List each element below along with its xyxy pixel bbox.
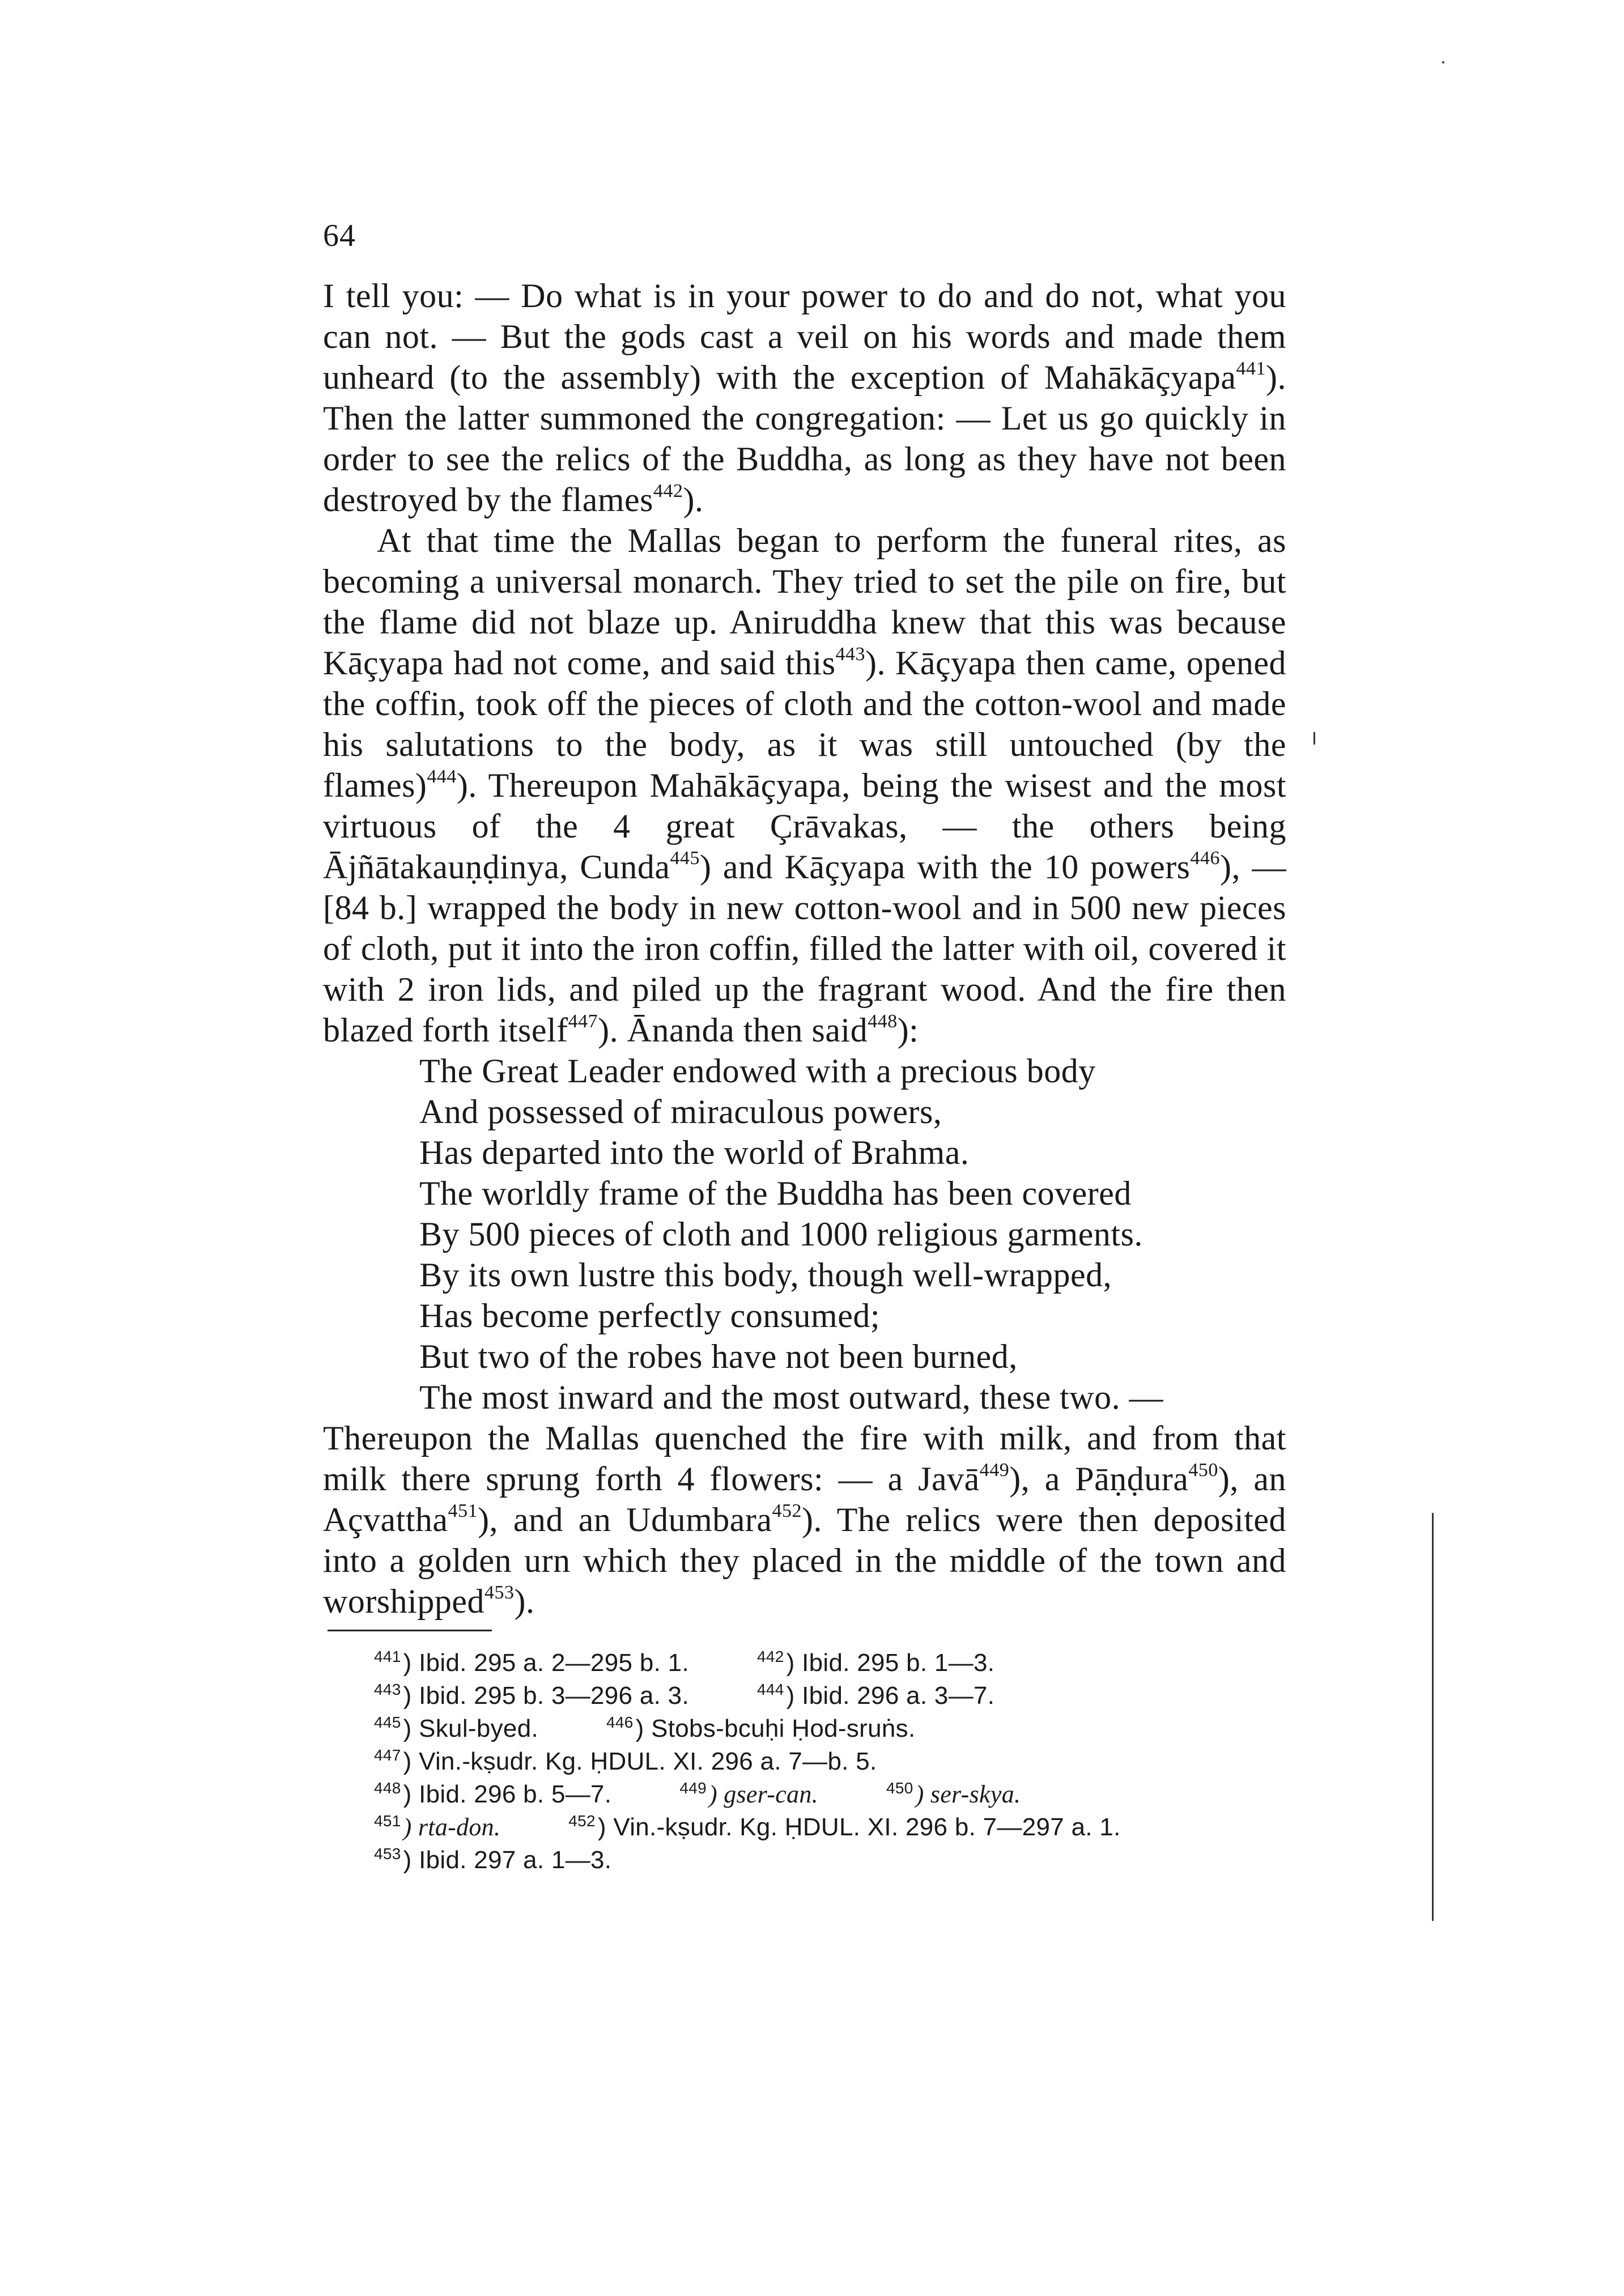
footnote-452	[568, 1811, 1120, 1844]
verse-line: But two of the robes have not been burned,	[419, 1338, 1018, 1375]
paragraph-3-text-a: Thereupon the Mallas quenched the fire with milk, and from that milk there sprung forth 4 flowers: — a Javā	[323, 1419, 1286, 1498]
footnote-ref-450[interactable]: 450	[1188, 1460, 1218, 1481]
footnote-number: 451	[374, 1812, 401, 1830]
footnote-number: 449	[679, 1779, 707, 1797]
footnote-ref-451[interactable]: 451	[448, 1500, 478, 1521]
footnote-text: ) Skul-byed.	[403, 1715, 538, 1742]
footnotes	[374, 1647, 1281, 1877]
footnote-number: 447	[374, 1746, 401, 1764]
footnote-446	[606, 1712, 915, 1745]
footnote-text: ) ser-skya.	[915, 1780, 1021, 1808]
footnote-449	[679, 1778, 818, 1811]
paragraph-1-text-c: ).	[683, 481, 704, 518]
footnote-ref-447[interactable]: 447	[568, 1011, 598, 1032]
footnote-divider	[328, 1630, 492, 1631]
paragraph-2-text-e: ), — [84 b.] wrapped the body in new cotton-wool and in 500 new pieces of cloth, put it into the iron coffin, filled the latter with oil, covered it with 2 iron lids, and piled up the fragrant wood. And the fire then blazed forth itself	[323, 848, 1286, 1049]
footnote-number: 441	[374, 1648, 401, 1666]
footnote-line	[374, 1680, 1281, 1712]
footnote-445	[374, 1712, 538, 1745]
footnote-text: ) Vin.-kṣudr. Kg. ḤDUL. XI. 296 b. 7—297 a. 1.	[597, 1813, 1121, 1841]
footnote-number: 443	[374, 1681, 401, 1699]
footnote-text: ) rta-don.	[403, 1813, 501, 1841]
footnote-text: ) Stobs-bcuḥi Ḥod-sruṅs.	[635, 1715, 916, 1742]
footnote-441	[374, 1647, 689, 1680]
footnote-ref-449[interactable]: 449	[979, 1460, 1010, 1481]
footnote-text: ) Ibid. 296 b. 5—7.	[403, 1780, 612, 1808]
footnote-ref-443[interactable]: 443	[835, 644, 866, 665]
paragraph-3	[323, 1418, 1286, 1622]
verse-line: By its own lustre this body, though well-wrapped,	[419, 1256, 1112, 1294]
paragraph-2-text-f: ). Ānanda then said	[598, 1011, 868, 1049]
footnote-text: ) Ibid. 295 b. 1—3.	[786, 1649, 995, 1677]
paragraph-3-text-b: ), a Pāṇḍura	[1009, 1460, 1189, 1498]
footnote-line	[374, 1778, 1281, 1811]
body-text	[323, 275, 1286, 1622]
verse-line: And possessed of miraculous powers,	[419, 1093, 942, 1130]
footnote-text: ) Ibid. 296 a. 3—7.	[786, 1682, 995, 1710]
paragraph-3-text-e: ). The relics were then deposited into a golden urn which they placed in the middle of the town and worshipped	[323, 1501, 1287, 1620]
verse-block	[323, 1051, 1286, 1418]
footnote-453	[374, 1844, 611, 1877]
page-number: 64	[323, 218, 356, 253]
verse-line: The most inward and the most outward, these two. —	[419, 1379, 1164, 1416]
footnote-451	[374, 1811, 500, 1844]
paragraph-2-text-g: ):	[897, 1011, 919, 1049]
footnote-line	[374, 1811, 1281, 1844]
paragraph-2-text-d: ) and Kāçyapa with the 10 powers	[699, 848, 1191, 886]
paragraph-3-text-d: ), and an Udumbara	[478, 1501, 772, 1538]
paragraph-1	[323, 275, 1286, 520]
footnote-line	[374, 1844, 1281, 1877]
footnote-text: ) Ibid. 295 a. 2—295 b. 1.	[403, 1649, 689, 1677]
footnote-ref-446[interactable]: 446	[1190, 848, 1221, 869]
scan-speck	[1313, 732, 1315, 745]
verse-line: By 500 pieces of cloth and 1000 religious garments.	[419, 1215, 1143, 1253]
footnote-line	[374, 1745, 1281, 1778]
footnote-text: ) Ibid. 295 b. 3—296 a. 3.	[403, 1682, 689, 1710]
paragraph-3-text-c: ), an Açvattha	[323, 1460, 1286, 1538]
verse-line: The Great Leader endowed with a precious body	[419, 1052, 1096, 1090]
footnote-ref-453[interactable]: 453	[484, 1582, 515, 1603]
scan-speck	[1442, 61, 1444, 63]
footnote-444	[757, 1680, 994, 1712]
footnote-line	[374, 1712, 1281, 1745]
footnote-number: 452	[568, 1812, 596, 1830]
footnote-number: 453	[374, 1845, 401, 1863]
footnote-number: 444	[756, 1681, 784, 1699]
paragraph-3-text-f: ).	[514, 1583, 535, 1620]
footnote-447	[374, 1745, 877, 1778]
footnote-ref-442[interactable]: 442	[653, 481, 683, 501]
footnote-text: ) gser-can.	[708, 1780, 818, 1808]
paragraph-1-text-a: I tell you: — Do what is in your power to do and do not, what you can not. — But the gods cast a veil on his words and made them unheard (to the assembly) with the exception of Mahākāçyapa	[323, 277, 1286, 396]
footnote-number: 446	[606, 1714, 634, 1732]
verse-line: The worldly frame of the Buddha has been covered	[419, 1175, 1132, 1212]
paragraph-2	[323, 520, 1286, 1051]
verse-line: Has departed into the world of Brahma.	[419, 1134, 970, 1171]
footnote-ref-445[interactable]: 445	[670, 848, 700, 869]
footnote-text: ) Vin.-kṣudr. Kg. ḤDUL. XI. 296 a. 7—b. 5.	[403, 1747, 877, 1775]
footnote-443	[374, 1680, 689, 1712]
footnote-ref-452[interactable]: 452	[772, 1500, 802, 1521]
footnote-ref-441[interactable]: 441	[1236, 358, 1266, 379]
footnote-ref-448[interactable]: 448	[868, 1011, 898, 1032]
paragraph-1-text-b: ). Then the latter summoned the congregation: — Let us go quickly in order to see the relics of the Buddha, as long as they have not been destroyed by the flames	[323, 359, 1286, 518]
footnote-line	[374, 1647, 1281, 1680]
footnote-number: 448	[374, 1779, 401, 1797]
footnote-442	[757, 1647, 994, 1680]
paragraph-2-text-a: At that time the Mallas began to perform the funeral rites, as becoming a universal monarch. They tried to set the pile on fire, but the flame did not blaze up. Aniruddha knew that this was because Kāçyapa had not come, and said this	[323, 522, 1286, 682]
footnote-448	[374, 1778, 611, 1811]
footnote-ref-444[interactable]: 444	[427, 766, 457, 787]
paragraph-2-text-b: ). Kāçyapa then came, opened the coffin, took off the pieces of cloth and the cotton-wool and made his salutations to the body, as it was still untouched (by the flames)	[323, 644, 1286, 804]
footnote-450	[886, 1778, 1021, 1811]
footnote-number: 445	[374, 1714, 401, 1732]
verse-line: Has become perfectly consumed;	[419, 1297, 881, 1334]
footnote-text: ) Ibid. 297 a. 1—3.	[403, 1846, 612, 1874]
paragraph-2-text-c: ). Thereupon Mahākāçyapa, being the wisest and the most virtuous of the 4 great Çrāvakas, — the others being Ājñātakauṇḍinya, Cunda	[323, 767, 1286, 886]
footnote-number: 442	[756, 1648, 784, 1666]
scan-edge-line	[1432, 1513, 1434, 1921]
footnote-number: 450	[886, 1779, 913, 1797]
